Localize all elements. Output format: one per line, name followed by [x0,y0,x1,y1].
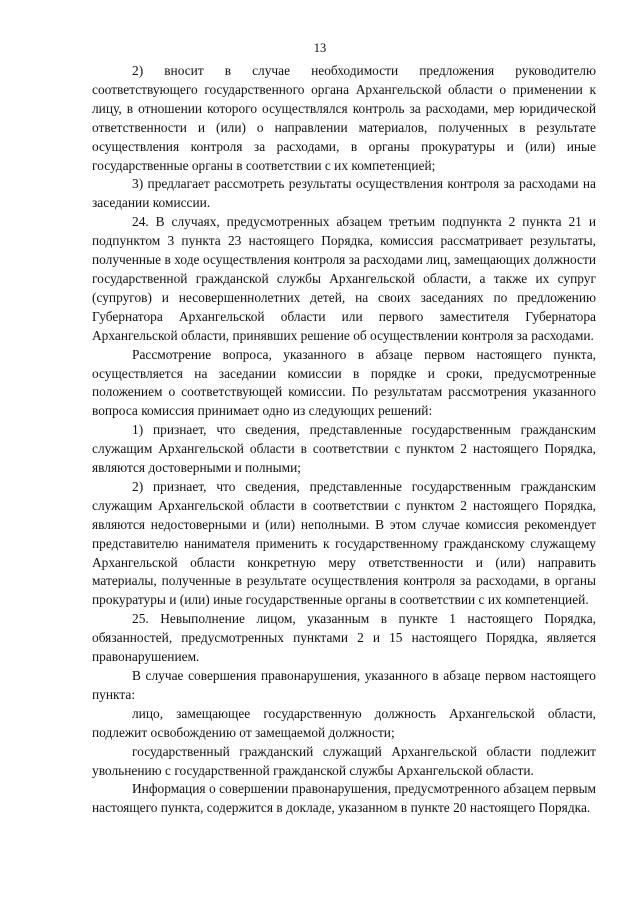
paragraph-dismissal-servant: государственный гражданский служащий Архангельской области подлежит увольнению с государственной гражданской службы Архангельской области. [92,743,596,778]
paragraph-subpoint-3-commission: 3) предлагает рассмотреть результаты осуществления контроля за расходами на заседании комиссии. [92,176,596,211]
paragraph-item-25: 25. Невыполнение лицом, указанным в пункте 1 настоящего Порядка, обязанностей, предусмотренных пунктами 2 и 15 настоящего Порядка, является правонарушением. [92,611,596,665]
paragraph-dismissal-official: лицо, замещающее государственную должность Архангельской области, подлежит освобождению от замещаемой должности; [92,705,596,740]
document-body [92,62,596,818]
paragraph-item-24-review: Рассмотрение вопроса, указанного в абзаце первом настоящего пункта, осуществляется на заседании комиссии в порядке и сроки, предусмотренные положением о соответствующей комиссии. По результатам рассмотрения указанного вопроса комиссия принимает одно из следующих решений: [92,346,596,419]
paragraph-decision-2: 2) признает, что сведения, представленные государственным гражданским служащим Архангельской области в соответствии с пунктом 2 настоящего Порядка, являются недостоверными и (или) неполными. В этом случае комиссия рекомендует представителю нанимателя применить к государственному гражданскому служащему Архангельской области конкретную меру ответственности и (или) направить материалы, полученные в результате осуществления контроля за расходами, в органы прокуратуры и (или) иные государственные органы в соответствии с их компетенцией. [92,478,596,608]
paragraph-item-25-violation: В случае совершения правонарушения, указанного в абзаце первом настоящего пункта: [92,668,596,702]
page-number: 13 [313,41,327,55]
paragraph-report-info: Информация о совершении правонарушения, предусмотренного абзацем первым настоящего пункта, содержится в докладе, указанном в пункте 20 настоящего Порядка. [92,781,596,816]
paragraph-item-24: 24. В случаях, предусмотренных абзацем третьим подпункта 2 пункта 21 и подпунктом 3 пункта 23 настоящего Порядка, комиссия рассматривает результаты, полученные в ходе осуществления контроля за расходами лиц, замещающих должности государственной гражданской службы Архангельской области, а также их супруг (супругов) и несовершеннолетних детей, на своих заседаниях по предложению Губернатора Архангельской области или первого заместителя Губернатора Архангельской области, принявших решение об осуществлении контроля за расходами. [92,214,596,343]
paragraph-decision-1: 1) признает, что сведения, представленные государственным гражданским служащим Архангельской области в соответствии с пунктом 2 настоящего Порядка, являются достоверными и полными; [92,422,596,476]
paragraph-subpoint-2-proposals: 2) вносит в случае необходимости предложения руководителю соответствующего государственного органа Архангельской области о применении к лицу, в отношении которого осуществлялся контроль за расходами, мер юридической ответственности и (или) о направлении материалов, полученных в результате осуществления контроля за расходами, в органы прокуратуры и (или) иные государственные органы в соответствии с их компетенцией; [92,63,596,173]
